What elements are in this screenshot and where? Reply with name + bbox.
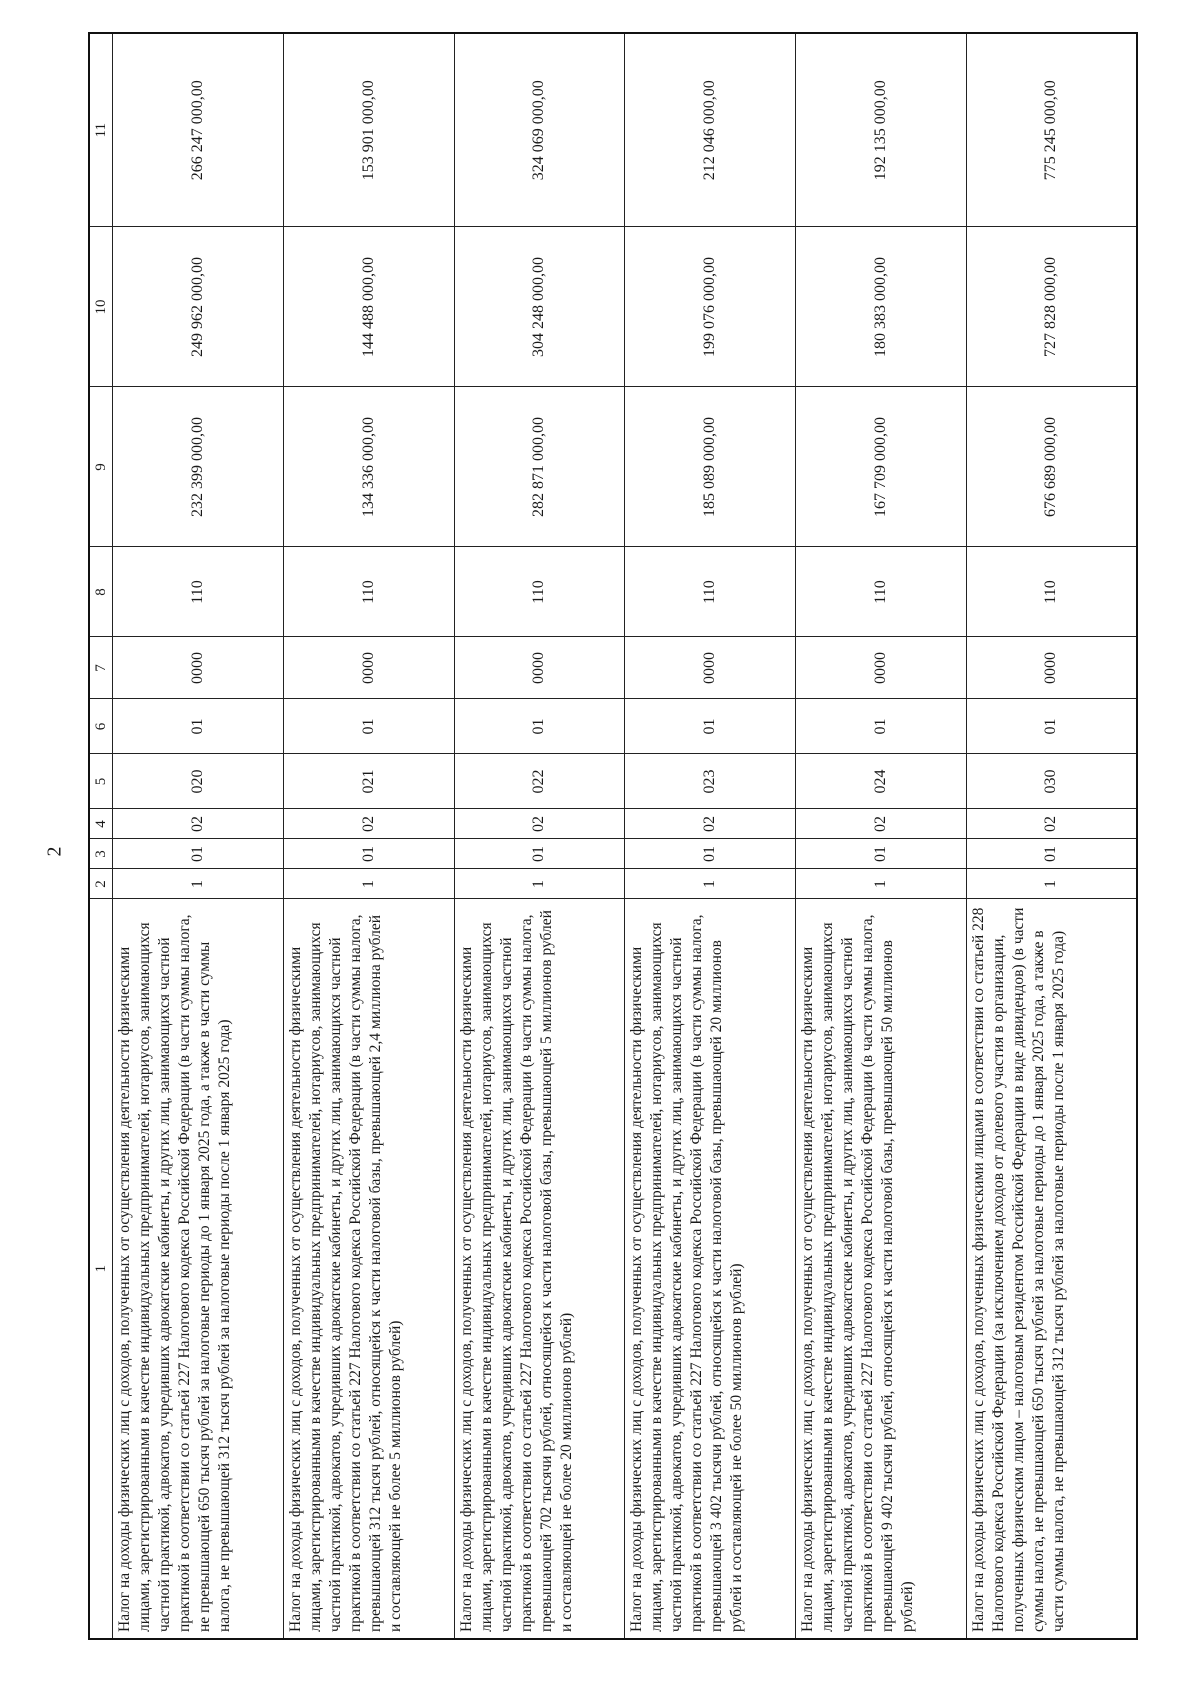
amount-cell-col-11: 212 046 000,00 <box>625 33 796 227</box>
code-cell-col-7: 0000 <box>283 637 454 699</box>
column-header-2: 2 <box>89 869 113 899</box>
amount-cell-col-10: 304 248 000,00 <box>454 227 625 387</box>
amount-cell-col-9: 134 336 000,00 <box>283 387 454 547</box>
amount-cell-col-11: 324 069 000,00 <box>454 33 625 227</box>
code-cell-col-6: 01 <box>796 699 967 754</box>
code-cell-col-7: 0000 <box>454 637 625 699</box>
code-cell-col-6: 01 <box>283 699 454 754</box>
code-cell-col-2: 1 <box>283 869 454 899</box>
amount-cell-col-11: 192 135 000,00 <box>796 33 967 227</box>
table-body <box>113 33 1138 1639</box>
table-row <box>966 33 1137 1639</box>
amount-cell-col-11: 153 901 000,00 <box>283 33 454 227</box>
code-cell-col-7: 0000 <box>113 637 284 699</box>
code-cell-col-7: 0000 <box>796 637 967 699</box>
table-row <box>113 33 284 1639</box>
income-tax-description: Налог на доходы физических лиц с доходов, полученных от осуществления деятельности физическими лицами, зарегистрированными в качестве индивидуальных предпринимателей, нотариусов, занимающихся частной практикой, адвокатов, учредивших адвокатские кабинеты, и других лиц, занимающихся частной практикой в соответствии со статьей 227 Налогового кодекса Российской Федерации (в части суммы налога, превышающей 3 402 тысячи рублей, относящейся к части налоговой базы, превышающей 20 миллионов рублей и составляющей не более 50 миллионов рублей) <box>625 899 796 1639</box>
amount-cell-col-9: 282 871 000,00 <box>454 387 625 547</box>
table-row <box>796 33 967 1639</box>
column-header-10: 10 <box>89 227 113 387</box>
code-cell-col-8: 110 <box>966 547 1137 637</box>
amount-cell-col-9: 185 089 000,00 <box>625 387 796 547</box>
amount-cell-col-10: 180 383 000,00 <box>796 227 967 387</box>
code-cell-col-8: 110 <box>796 547 967 637</box>
table-header <box>89 33 113 1639</box>
code-cell-col-5: 023 <box>625 754 796 809</box>
code-cell-col-7: 0000 <box>625 637 796 699</box>
code-cell-col-2: 1 <box>454 869 625 899</box>
code-cell-col-4: 02 <box>966 809 1137 839</box>
code-cell-col-5: 030 <box>966 754 1137 809</box>
code-cell-col-3: 01 <box>625 839 796 869</box>
code-cell-col-3: 01 <box>113 839 284 869</box>
code-cell-col-3: 01 <box>796 839 967 869</box>
code-cell-col-6: 01 <box>966 699 1137 754</box>
amount-cell-col-10: 144 488 000,00 <box>283 227 454 387</box>
table-row <box>454 33 625 1639</box>
code-cell-col-2: 1 <box>113 869 284 899</box>
income-tax-description: Налог на доходы физических лиц с доходов, полученных физическими лицами в соответствии со статьей 228 Налогового кодекса Российской Федерации (за исключением доходов от долевого участия в организации, полученных физическим лицом – налоговым резидентом Российской Федерации в виде дивидендов) (в части суммы налога, не превышающей 650 тысяч рублей за налоговые периоды до 1 января 2025 года, а также в части суммы налога, не превышающей 312 тысяч рублей за налоговые периоды после 1 января 2025 года) <box>966 899 1137 1639</box>
table-row <box>625 33 796 1639</box>
amount-cell-col-10: 199 076 000,00 <box>625 227 796 387</box>
code-cell-col-2: 1 <box>625 869 796 899</box>
amount-cell-col-9: 232 399 000,00 <box>113 387 284 547</box>
income-tax-description: Налог на доходы физических лиц с доходов, полученных от осуществления деятельности физическими лицами, зарегистрированными в качестве индивидуальных предпринимателей, нотариусов, занимающихся частной практикой, адвокатов, учредивших адвокатские кабинеты, и других лиц, занимающихся частной практикой в соответствии со статьей 227 Налогового кодекса Российской Федерации (в части суммы налога, не превышающей 650 тысяч рублей за налоговые периоды до 1 января 2025 года, а также в части суммы налога, не превышающей 312 тысяч рублей за налоговые периоды после 1 января 2025 года) <box>113 899 284 1639</box>
column-header-5: 5 <box>89 754 113 809</box>
table-row <box>283 33 454 1639</box>
code-cell-col-5: 021 <box>283 754 454 809</box>
code-cell-col-3: 01 <box>966 839 1137 869</box>
column-header-8: 8 <box>89 547 113 637</box>
code-cell-col-8: 110 <box>625 547 796 637</box>
code-cell-col-3: 01 <box>454 839 625 869</box>
code-cell-col-8: 110 <box>113 547 284 637</box>
code-cell-col-6: 01 <box>454 699 625 754</box>
code-cell-col-4: 02 <box>796 809 967 839</box>
code-cell-col-4: 02 <box>283 809 454 839</box>
income-tax-description: Налог на доходы физических лиц с доходов, полученных от осуществления деятельности физическими лицами, зарегистрированными в качестве индивидуальных предпринимателей, нотариусов, занимающихся частной практикой, адвокатов, учредивших адвокатские кабинеты, и других лиц, занимающихся частной практикой в соответствии со статьей 227 Налогового кодекса Российской Федерации (в части суммы налога, превышающей 9 402 тысячи рублей, относящейся к части налоговой базы, превышающей 50 миллионов рублей) <box>796 899 967 1639</box>
rotated-page <box>88 34 1138 1640</box>
column-header-4: 4 <box>89 809 113 839</box>
code-cell-col-8: 110 <box>283 547 454 637</box>
code-cell-col-5: 022 <box>454 754 625 809</box>
amount-cell-col-11: 775 245 000,00 <box>966 33 1137 227</box>
code-cell-col-4: 02 <box>454 809 625 839</box>
amount-cell-col-9: 676 689 000,00 <box>966 387 1137 547</box>
column-header-7: 7 <box>89 637 113 699</box>
amount-cell-col-10: 249 962 000,00 <box>113 227 284 387</box>
column-header-11: 11 <box>89 33 113 227</box>
income-tax-description: Налог на доходы физических лиц с доходов, полученных от осуществления деятельности физическими лицами, зарегистрированными в качестве индивидуальных предпринимателей, нотариусов, занимающихся частной практикой, адвокатов, учредивших адвокатские кабинеты, и других лиц, занимающихся частной практикой в соответствии со статьей 227 Налогового кодекса Российской Федерации (в части суммы налога, превышающей 702 тысячи рублей, относящейся к части налоговой базы, превышающей 5 миллионов рублей и составляющей не более 20 миллионов рублей) <box>454 899 625 1639</box>
column-header-6: 6 <box>89 699 113 754</box>
page-number: 2 <box>43 846 66 857</box>
income-tax-description: Налог на доходы физических лиц с доходов, полученных от осуществления деятельности физическими лицами, зарегистрированными в качестве индивидуальных предпринимателей, нотариусов, занимающихся частной практикой, адвокатов, учредивших адвокатские кабинеты, и других лиц, занимающихся частной практикой в соответствии со статьей 227 Налогового кодекса Российской Федерации (в части суммы налога, превышающей 312 тысяч рублей, относящейся к части налоговой базы, превышающей 2,4 миллиона рублей и составляющей не более 5 миллионов рублей) <box>283 899 454 1639</box>
amount-cell-col-11: 266 247 000,00 <box>113 33 284 227</box>
code-cell-col-6: 01 <box>113 699 284 754</box>
code-cell-col-8: 110 <box>454 547 625 637</box>
code-cell-col-5: 020 <box>113 754 284 809</box>
code-cell-col-4: 02 <box>625 809 796 839</box>
code-cell-col-2: 1 <box>966 869 1137 899</box>
column-header-1: 1 <box>89 899 113 1639</box>
amount-cell-col-9: 167 709 000,00 <box>796 387 967 547</box>
budget-table <box>88 32 1138 1640</box>
column-header-9: 9 <box>89 387 113 547</box>
code-cell-col-4: 02 <box>113 809 284 839</box>
code-cell-col-6: 01 <box>625 699 796 754</box>
code-cell-col-2: 1 <box>796 869 967 899</box>
amount-cell-col-10: 727 828 000,00 <box>966 227 1137 387</box>
column-header-3: 3 <box>89 839 113 869</box>
header-row <box>89 33 113 1639</box>
code-cell-col-7: 0000 <box>966 637 1137 699</box>
code-cell-col-3: 01 <box>283 839 454 869</box>
code-cell-col-5: 024 <box>796 754 967 809</box>
